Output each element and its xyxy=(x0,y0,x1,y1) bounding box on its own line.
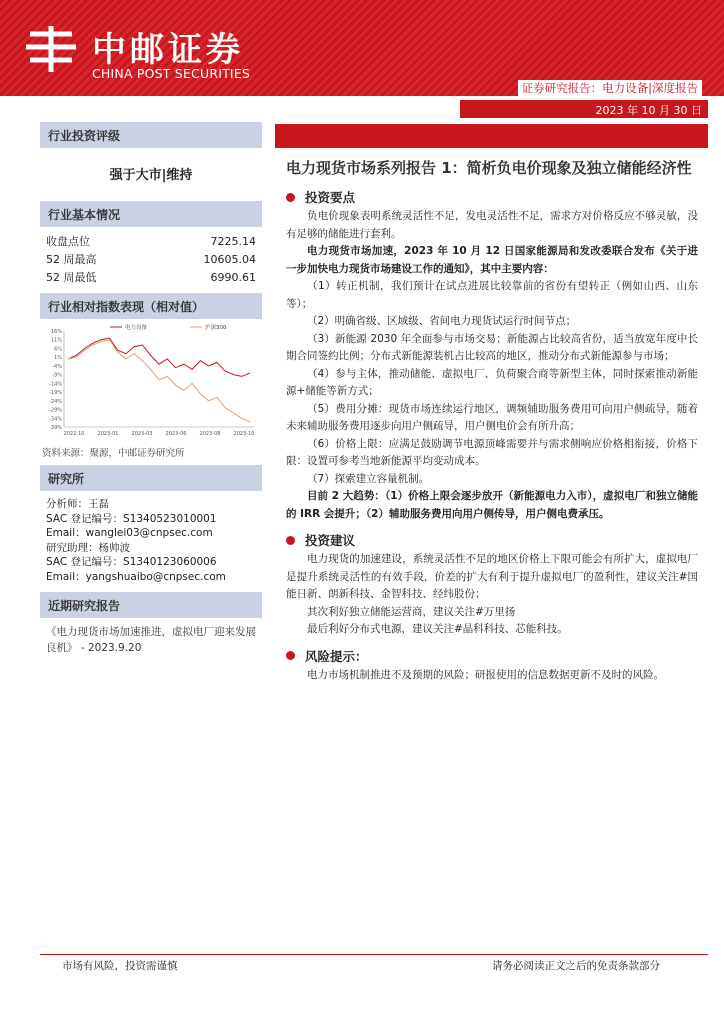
paragraph: 其次利好独立储能运营商，建议关注#万里扬 xyxy=(307,605,516,618)
section-heading xyxy=(286,647,698,665)
bullet-dot-icon xyxy=(286,651,295,660)
basic-label: 52 周最低 xyxy=(46,271,97,284)
industry-rating: 强于大市|维持 xyxy=(109,168,193,183)
x-tick-label: 2023-08 xyxy=(199,431,221,437)
section-title: 投资要点 xyxy=(305,190,356,205)
list-item: （2）明确省级、区域级、省间电力现货试运行时间节点； xyxy=(307,315,577,327)
y-tick-label: 6% xyxy=(54,346,62,353)
bullet-dot-icon xyxy=(286,193,295,202)
basic-label: 收盘点位 xyxy=(46,235,90,248)
x-tick-label: 2023-03 xyxy=(131,431,153,437)
footer-disclaimer-note: 请务必阅读正文之后的免责条款部分 xyxy=(492,960,660,972)
basic-row xyxy=(40,233,262,251)
y-tick-label: -19% xyxy=(49,390,62,397)
list-item: （1）转正机制，我们预计在试点进展比较靠前的省份有望转正（例如山西、山东等）； xyxy=(286,280,698,310)
main-content xyxy=(286,156,698,684)
title-bar xyxy=(275,124,708,148)
footer-risk-note: 市场有风险，投资需谨慎 xyxy=(62,960,178,972)
company-name-en: CHINA POST SECURITIES xyxy=(92,66,251,81)
paragraph: 电力现货的加速建设，系统灵活性不足的地区价格上下限可能会有所扩大，虚拟电厂是提升系统灵活性的有效手段，价差的扩大有利于提升虚拟电厂的盈利性，建议关注#国能日新、朗新科技、金智科技、经纬股份； xyxy=(286,553,698,600)
report-type: 证券研究报告：电力设备|深度报告 xyxy=(518,80,702,96)
basic-row xyxy=(40,251,262,269)
rating-heading: 行业投资评级 xyxy=(40,122,262,148)
assistant-name: 研究助理：杨帅波 xyxy=(46,541,130,554)
x-tick-label: 2023-10 xyxy=(233,431,255,437)
list-item: （3）新能源 2030 年全面参与市场交易；新能源占比较高省份，适当放宽年度中长期合同签约比例；分布式新能源装机占比较高的地区，推动分布式新能源参与市场； xyxy=(286,332,698,362)
x-tick-label: 2022-10 xyxy=(63,431,85,437)
chart-source: 资料来源：聚源，中邮证券研究所 xyxy=(42,448,185,459)
paragraph: 负电价现象表明系统灵活性不足，发电灵活性不足，需求方对价格反应不够灵敏，没有足够的储能进行套利。 xyxy=(286,210,698,240)
left-sidebar xyxy=(40,122,262,656)
list-item: （5）费用分摊：现货市场连续运行地区，调频辅助服务费用可向用户侧疏导，随着未来辅助服务费用逐步向用户侧疏导，用户侧电价会有所升高； xyxy=(286,402,698,432)
performance-heading: 行业相对指数表现（相对值） xyxy=(40,293,262,319)
report-date: 2023 年 10 月 30 日 xyxy=(595,104,702,117)
y-tick-label: -4% xyxy=(52,363,62,370)
analyst-sac: SAC 登记编号：S1340523010001 xyxy=(46,512,217,525)
recent-reports-heading: 近期研究报告 xyxy=(40,592,262,618)
basic-label: 52 周最高 xyxy=(46,253,97,266)
legend-label: 电力设备 xyxy=(125,325,148,331)
section-title: 风险提示： xyxy=(305,648,368,664)
y-tick-label: 11% xyxy=(50,337,62,344)
section-heading xyxy=(286,188,698,206)
y-tick-label: -14% xyxy=(49,381,62,388)
china-post-logo-icon xyxy=(22,20,80,78)
header xyxy=(0,0,724,96)
paragraph: 最后利好分布式电源，建议关注#晶科科技、芯能科技。 xyxy=(307,623,568,635)
basic-value: 10605.04 xyxy=(203,253,256,266)
section-heading xyxy=(286,531,698,549)
list-item: （4）参与主体，推动储能、虚拟电厂、负荷聚合商等新型主体，同时探索推动新能源+储能等新方式； xyxy=(286,367,698,397)
report-title: 电力现货市场系列报告 1：简析负电价现象及独立储能经济性 xyxy=(286,159,692,177)
legend-label: 沪深300 xyxy=(205,325,227,331)
section-title: 投资建议 xyxy=(305,533,356,548)
y-tick-label: -39% xyxy=(49,425,62,431)
paragraph: 电力市场机制推进不及预期的风险；研报使用的信息数据更新不及时的风险。 xyxy=(307,668,664,681)
company-name-cn: 中邮证券 xyxy=(92,30,244,70)
series-line-1 xyxy=(68,340,250,422)
y-tick-label: -24% xyxy=(49,398,62,405)
research-info xyxy=(40,491,262,584)
basic-info-heading: 行业基本情况 xyxy=(40,201,262,227)
relative-index-chart-svg xyxy=(40,323,262,441)
trend-paragraph: 目前 2 大趋势：（1）价格上限会逐步放开（新能源电力入市），虚拟电厂和独立储能的 IRR 会提升；（2）辅助服务费用向用户侧传导，用户侧电费承压。 xyxy=(286,490,698,520)
y-tick-label: -34% xyxy=(49,416,62,423)
basic-info-list xyxy=(40,227,262,287)
y-tick-label: 16% xyxy=(50,329,62,335)
bullet-dot-icon xyxy=(286,536,295,545)
basic-value: 6990.61 xyxy=(210,271,256,284)
x-tick-label: 2023-01 xyxy=(97,431,119,437)
list-item: （7）探索建立容量机制。 xyxy=(307,472,430,485)
relative-index-chart xyxy=(40,323,262,441)
analyst-email[interactable]: Email：wanglei03@cnpsec.com xyxy=(46,527,213,539)
analyst-name: 分析师：王磊 xyxy=(46,498,109,510)
y-tick-label: -9% xyxy=(52,372,62,379)
footer-divider xyxy=(40,954,708,955)
assistant-email[interactable]: Email：yangshuaibo@cnpsec.com xyxy=(46,570,226,583)
research-heading: 研究所 xyxy=(40,465,262,491)
y-tick-label: -29% xyxy=(49,407,62,414)
basic-row xyxy=(40,269,262,287)
x-tick-label: 2023-06 xyxy=(165,431,187,437)
assistant-sac: SAC 登记编号：S1340123060006 xyxy=(46,556,217,568)
recent-report-item[interactable]: 《电力现货市场加速推进，虚拟电厂迎来发展良机》 - 2023.9.20 xyxy=(46,626,256,654)
paragraph-bold: 电力现货市场加速，2023 年 10 月 12 日国家能源局和发改委联合发布《关于进一步加快电力现货市场建设工作的通知》，其中主要内容： xyxy=(286,245,698,275)
basic-value: 7225.14 xyxy=(210,235,256,248)
list-item: （6）价格上限：应满足鼓励调节电源顶峰需要并与需求侧响应价格相衔接，价格下限：设置可参考当地新能源平均变动成本。 xyxy=(286,437,698,467)
y-tick-label: 1% xyxy=(54,355,62,362)
